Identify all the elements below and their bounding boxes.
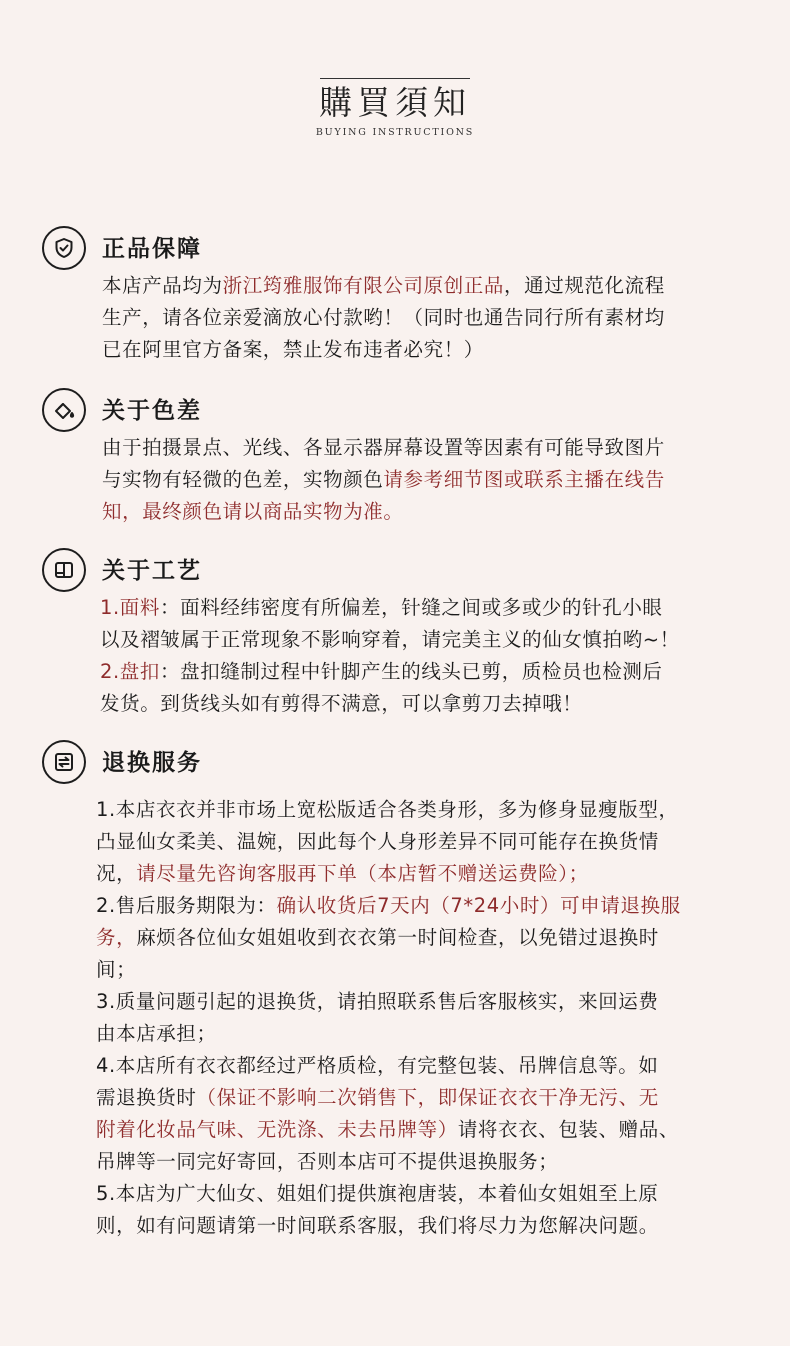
return-exchange-icon (42, 740, 86, 784)
section-title: 关于工艺 (102, 557, 202, 584)
text-span: 2.盘扣 (100, 660, 161, 683)
text-line (96, 986, 681, 1018)
text-line (100, 688, 680, 720)
section-title: 正品保障 (102, 235, 202, 262)
text-line (100, 592, 680, 624)
section-body (102, 432, 665, 528)
paint-bucket-icon (42, 388, 86, 432)
text-span: 2.售后服务期限为： (96, 894, 277, 917)
text-line (102, 270, 665, 302)
text-span: 麻烦各位仙女姐姐收到衣衣第一时间检查，以免错过退换时 (136, 926, 659, 949)
text-span: 凸显仙女柔美、温婉，因此每个人身形差异不同可能存在换货情 (96, 830, 659, 853)
text-span: 请尽量先咨询客服再下单（本店暂不赠送运费险）； (136, 862, 589, 885)
text-span: （保证不影响二次销售下，即保证衣衣干净无污、无 (196, 1086, 659, 1109)
text-span: 知，最终颜色请以商品实物为准。 (102, 500, 404, 523)
text-span: 与实物有轻微的色差，实物颜色 (102, 468, 384, 491)
text-span: 以及褶皱属于正常现象不影响穿着，请完美主义的仙女慎拍哟~！ (100, 628, 680, 651)
text-span: 请参考细节图或联系主播在线告 (383, 468, 665, 491)
page-title: 購買須知 (319, 83, 471, 122)
text-line (96, 1082, 681, 1114)
text-span: 发货。到货线头如有剪得不满意，可以拿剪刀去掉哦！ (100, 692, 583, 715)
section-body (96, 794, 681, 1242)
text-span: 况， (96, 862, 137, 885)
text-span: 附着化妆品气味、无洗涤、未去吊牌等） (96, 1118, 458, 1141)
text-line (96, 1018, 681, 1050)
text-span: ，通过规范化流程 (504, 274, 665, 297)
text-span: 由本店承担； (96, 1022, 217, 1045)
text-line (102, 334, 665, 366)
section-color-difference (0, 388, 790, 523)
text-line (100, 624, 680, 656)
text-span: 请将衣衣、包装、赠品、 (457, 1118, 679, 1141)
text-span: 则，如有问题请第一时间联系客服，我们将尽力为您解决问题。 (96, 1214, 659, 1237)
text-span: 本店产品均为 (102, 274, 223, 297)
page-subtitle: BUYING INSTRUCTIONS (315, 127, 475, 138)
text-span: 3.质量问题引起的退换货，请拍照联系售后客服核实，来回运费 (96, 990, 659, 1013)
text-line (102, 464, 665, 496)
page-header (0, 78, 790, 138)
section-body (100, 592, 680, 720)
text-span: 浙江筠雅服饰有限公司原创正品 (222, 274, 505, 297)
text-span: 4.本店所有衣衣都经过严格质检，有完整包装、吊牌信息等。如 (96, 1054, 659, 1077)
text-line (102, 302, 665, 334)
text-line (102, 432, 665, 464)
shield-check-icon (42, 226, 86, 270)
section-craft (0, 548, 790, 715)
text-span: 1.面料 (100, 596, 161, 619)
section-authentic (0, 226, 790, 361)
section-title: 退换服务 (102, 749, 202, 776)
text-span: 确认收货后7天内（7*24小时）可申请退换服 (276, 894, 681, 917)
section-title: 关于色差 (102, 397, 202, 424)
text-span: 需退换货时 (96, 1086, 197, 1109)
text-line (96, 922, 681, 954)
text-line (100, 656, 680, 688)
text-span: 已在阿里官方备案，禁止发布违者必究！） (102, 338, 484, 361)
text-span: 由于拍摄景点、光线、各显示器屏幕设置等因素有可能导致图片 (102, 436, 665, 459)
text-line (96, 1178, 681, 1210)
text-line (96, 794, 681, 826)
text-span: 1.本店衣衣并非市场上宽松版适合各类身形，多为修身显瘦版型， (96, 798, 679, 821)
section-body (102, 270, 665, 366)
booklet-icon (42, 548, 86, 592)
text-line (102, 496, 665, 528)
text-span: ：面料经纬密度有所偏差，针缝之间或多或少的针孔小眼 (160, 596, 663, 619)
text-line (96, 890, 681, 922)
text-span: 5.本店为广大仙女、姐姐们提供旗袍唐装，本着仙女姐姐至上原 (96, 1182, 659, 1205)
text-span: 吊牌等一同完好寄回，否则本店可不提供退换服务； (96, 1150, 559, 1173)
text-span: ：盘扣缝制过程中针脚产生的线头已剪，质检员也检测后 (160, 660, 663, 683)
text-span: 间； (96, 958, 137, 981)
text-line (96, 858, 681, 890)
text-line (96, 1210, 681, 1242)
text-line (96, 826, 681, 858)
text-line (96, 1050, 681, 1082)
text-span: 生产，请各位亲爱滴放心付款哟！（同时也通告同行所有素材均 (102, 306, 665, 329)
text-line (96, 1114, 681, 1146)
text-line (96, 954, 681, 986)
header-rule (320, 78, 470, 79)
section-return-exchange (0, 740, 790, 1237)
text-line (96, 1146, 681, 1178)
text-span: 务， (96, 926, 137, 949)
